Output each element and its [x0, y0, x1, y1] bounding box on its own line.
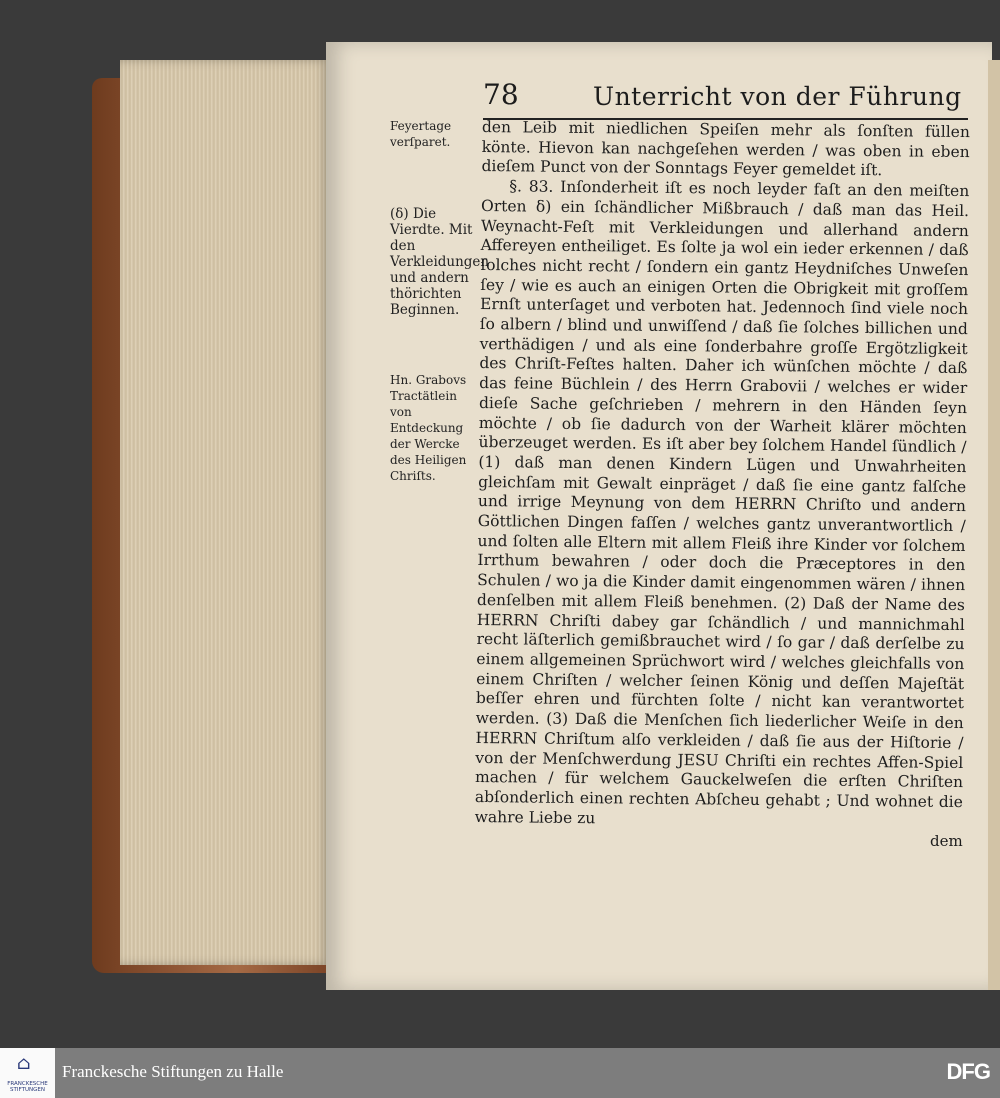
body-text: [475, 118, 970, 832]
margin-note-feyertage: Feyertage verſparet.: [390, 119, 452, 149]
margin-note-grabov: Hn. Grabovs Tractätlein von Entdeckung der Wercke des Heiligen Chriſts.: [390, 373, 467, 483]
dfg-logo[interactable]: DFG: [946, 1059, 990, 1084]
franckesche-logo[interactable]: [0, 1048, 55, 1098]
facing-page-edge: [988, 60, 1000, 990]
page-header: [483, 78, 968, 120]
catchword: dem: [930, 832, 963, 850]
viewer-footer: [0, 1048, 1000, 1098]
building-icon: ⌂: [17, 1053, 31, 1074]
paragraph-1: den Leib mit niedlichen Speiſen mehr als ſonſten füllen könte. Hievon kan nachgeſehen werden / was oben in eben dieſem Punct von der Sonntags Feyer gemeldet iſt.: [481, 118, 970, 180]
institution-name[interactable]: Franckesche Stiftungen zu Halle: [62, 1062, 284, 1081]
running-head: Unterricht von der Führung: [593, 82, 962, 111]
page-fore-edge: [120, 60, 330, 965]
logo-text: FRANCKESCHE STIFTUNGEN: [7, 1081, 48, 1093]
margin-note-vierdte: (δ) Die Vierdte. Mit den Verkleidungen und andern thörichten Beginnen.: [390, 206, 490, 318]
paragraph-2: §. 83. Inſonderheit iſt es noch leyder faſt an den meiſten Orten δ) ein ſchändlicher Mißbrauch / daß man das Heil. Weynacht-Feſt mit Verkleidungen und allerhand andern Affereyen entheiliget. Es ſolte ja wol ein ieder erkennen / daß ſolches nicht recht / ſondern ein gantz Heydniſches Unweſen ſey / wie es auch an einigen Orten die Obrigkeit mit groſſem Ernſt unterſaget und verboten hat. Jedennoch ſind viele noch ſo albern / blind und unwiſſend / daß ſie ſolches billichen und verthädigen / und als eine ſonderbahre groſſe Ergötzligkeit des Chriſt-Feſtes halten. Daher ich wünſchen möchte / daß das feine Büchlein / des Herrn Grabovii / welches er wider dieſe Sache geſchrieben / mehrern in den Händen ſeyn möchte / ob ſie dadurch von der Warheit klärer möchten überzeuget werden. Es iſt aber bey ſolchem Handel ſündlich / (1) daß man denen Kindern Lügen und Unwahrheiten gleichſam mit Gewalt einpräget / daß ſie eine gantz falſche und irrige Meynung von dem HERRN Chriſto und andern Göttlichen Dingen faſſen / welches gantz unverantwortlich / und ſolten alle Eltern mit allem Fleiß ihre Kinder vor ſolchem Irrthum bewahren / oder doch die Præceptores in den Schulen / wo ja die Kinder damit eingenommen wären / ihnen denſelben mit allem Fleiß benehmen. (2) Daß der Name des HERRN Chriſti dabey gar ſchändlich / und mannichmahl recht läſterlich gemißbrauchet wird / ſo gar / daß derſelbe zu einem allgemeinen Sprüchwort wird / welches gleichfalls von einem Chriſten / welcher ſeinen König und deſſen Majeſtät beſſer ehren und fürchten ſolte / nicht kan verantwortet werden. (3) Daß die Menſchen ſich liederlicher Weiſe in den HERRN Chriſtum alſo verkleiden / daß ſie aus der Hiſtorie / von der Menſchwerdung JESU Chriſti ein rechtes Affen-Spiel machen / für welchem Gauckelweſen die erſten Chriſten abſonderlich einen rechten Abſcheu gehabt ; Und wohnet die wahre Liebe zu: [474, 177, 970, 827]
page-number: 78: [483, 78, 519, 111]
